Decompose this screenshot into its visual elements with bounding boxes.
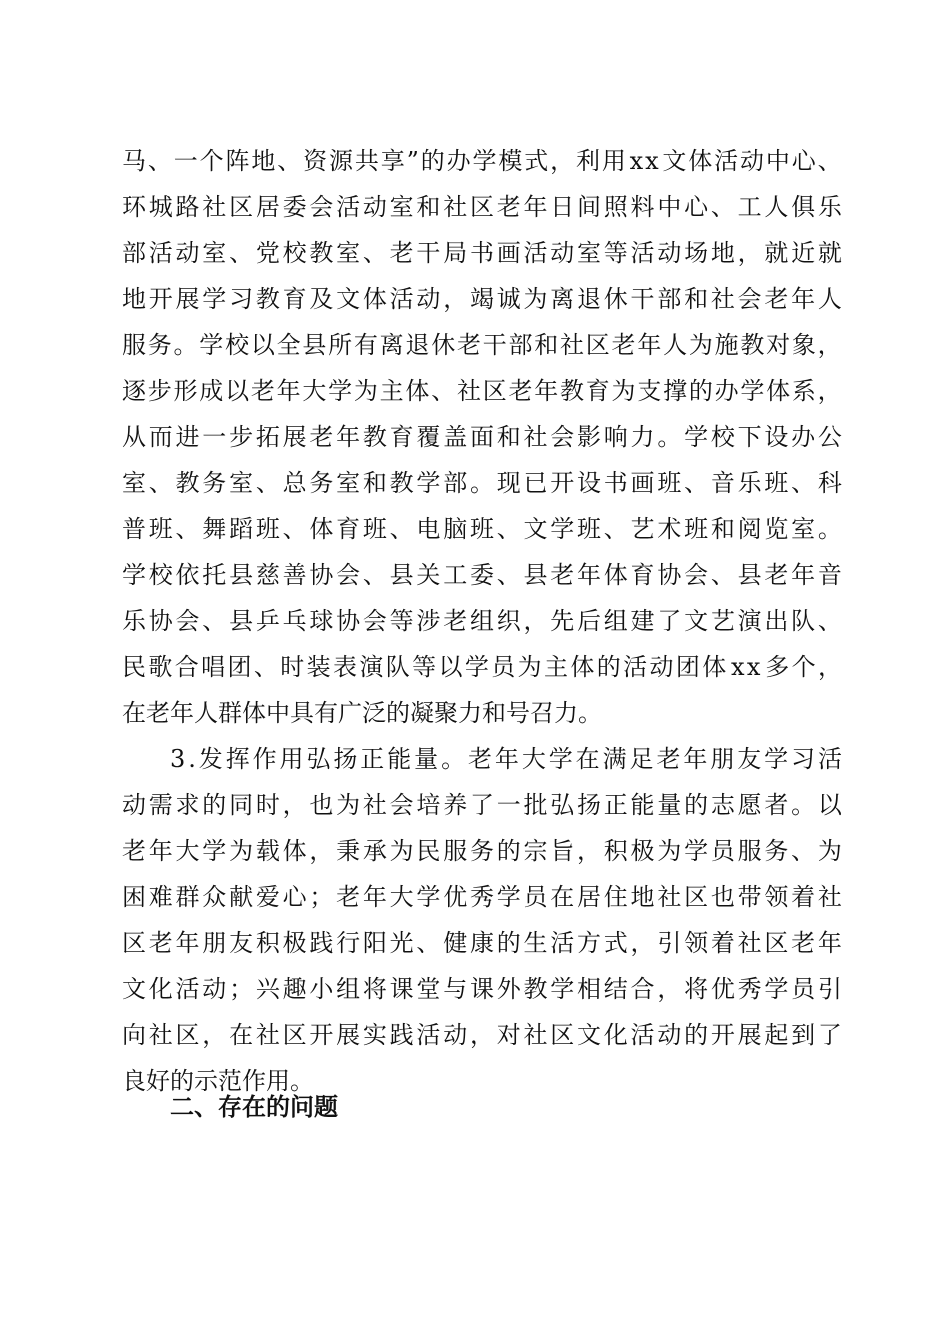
text-line: 动 需 求 的 同 时 ， 也 为 社 会 培 养 了 一 批 弘 扬 正 能 量 的 志 愿 者 。 以: [122, 791, 842, 819]
text-line: 老 年 大 学 为 载 体 ， 秉 承 为 民 服 务 的 宗 旨 ， 积 极 为 学 员 服 务 、 为: [122, 837, 842, 865]
text-line: 服 务 。 学 校 以 全 县 所 有 离 退 休 老 干 部 和 社 区 老 年 人 为 施 教 对 象 ，: [122, 331, 842, 359]
text-line: 在老年人群体中具有广泛的凝聚力和号召力。: [122, 699, 602, 727]
text-line: 文 化 活 动 ； 兴 趣 小 组 将 课 堂 与 课 外 教 学 相 结 合 ， 将 优 秀 学 员 引: [122, 975, 842, 1003]
text-line: 3 . 发 挥 作 用 弘 扬 正 能 量 。 老 年 大 学 在 满 足 老 年 朋 友 学 习 活: [170, 745, 842, 773]
text-line: 普 班 、 舞 蹈 班 、 体 育 班 、 电 脑 班 、 文 学 班 、 艺 术 班 和 阅 览 室 。: [122, 515, 842, 543]
text-line: 向 社 区 ， 在 社 区 开 展 实 践 活 动 ， 对 社 区 文 化 活 动 的 开 展 起 到 了: [122, 1021, 842, 1049]
text-line: 部 活 动 室 、 党 校 教 室 、 老 干 局 书 画 活 动 室 等 活 动 场 地 ， 就 近 就: [122, 239, 842, 267]
text-line: 马 、 一 个 阵 地 、 资 源 共 享 ” 的 办 学 模 式 ， 利 用 x x 文 体 活 动 中 心 、: [122, 147, 842, 175]
section-heading: 二、存在的问题: [170, 1093, 338, 1121]
text-line: 室 、 教 务 室 、 总 务 室 和 教 学 部 。 现 已 开 设 书 画 班 、 音 乐 班 、 科: [122, 469, 842, 497]
text-line: 区 老 年 朋 友 积 极 践 行 阳 光 、 健 康 的 生 活 方 式 ， 引 领 着 社 区 老 年: [122, 929, 842, 957]
text-line: 民 歌 合 唱 团 、 时 装 表 演 队 等 以 学 员 为 主 体 的 活 动 团 体 x x 多 个 ，: [122, 653, 842, 681]
paragraph-school-model: [122, 138, 842, 736]
text-line: 乐 协 会 、 县 乒 乓 球 协 会 等 涉 老 组 织 ， 先 后 组 建 了 文 艺 演 出 队 、: [122, 607, 842, 635]
text-line: 困 难 群 众 献 爱 心 ； 老 年 大 学 优 秀 学 员 在 居 住 地 社 区 也 带 领 着 社: [122, 883, 842, 911]
text-line: 良好的示范作用。: [122, 1067, 314, 1095]
text-line: 地 开 展 学 习 教 育 及 文 体 活 动 ， 竭 诚 为 离 退 休 干 部 和 社 会 老 年 人: [122, 285, 842, 313]
paragraph-positive-energy: [122, 736, 842, 1104]
text-line: 学 校 依 托 县 慈 善 协 会 、 县 关 工 委 、 县 老 年 体 育 协 会 、 县 老 年 音: [122, 561, 842, 589]
text-line: 从 而 进 一 步 拓 展 老 年 教 育 覆 盖 面 和 社 会 影 响 力 。 学 校 下 设 办 公: [122, 423, 842, 451]
text-line: 逐 步 形 成 以 老 年 大 学 为 主 体 、 社 区 老 年 教 育 为 支 撑 的 办 学 体 系 ，: [122, 377, 842, 405]
text-line: 环 城 路 社 区 居 委 会 活 动 室 和 社 区 老 年 日 间 照 料 中 心 、 工 人 俱 乐: [122, 193, 842, 221]
